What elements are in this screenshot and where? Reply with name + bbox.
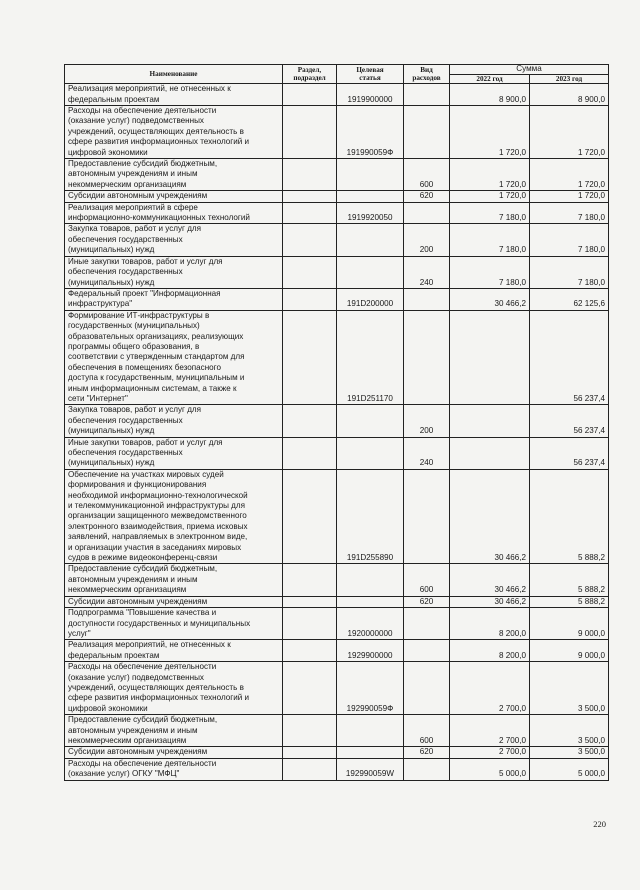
cell-2023: 3 500,0 [530,715,609,747]
cell-name: Расходы на обеспечение деятельности (оказание услуг) подведомственных учреждений, осуществляющих деятельность в сфере развития информационных технологий и цифровой экономики [65,662,283,715]
table-row [65,288,609,310]
table-row [65,437,609,469]
table-row [65,469,609,564]
cell-2023: 56 237,4 [530,437,609,469]
table-row [65,640,609,662]
cell-name: Расходы на обеспечение деятельности (оказание услуг) ОГКУ "МФЦ" [65,758,283,780]
cell-section [283,159,337,191]
cell-2022: 2 700,0 [450,747,530,758]
cell-target [337,564,404,596]
cell-kind: 600 [404,159,450,191]
cell-2022: 1 720,0 [450,159,530,191]
cell-2022: 7 180,0 [450,256,530,288]
cell-target [337,256,404,288]
cell-2022: 8 200,0 [450,608,530,640]
cell-2022: 7 180,0 [450,202,530,224]
cell-target: 191990059Ф [337,106,404,159]
cell-2023: 62 125,6 [530,288,609,310]
table-row [65,405,609,437]
table-header [65,65,609,84]
cell-target: 1920000000 [337,608,404,640]
cell-2023: 5 888,2 [530,564,609,596]
table-row [65,564,609,596]
cell-kind: 620 [404,191,450,202]
cell-2022 [450,437,530,469]
cell-kind [404,106,450,159]
table-row [65,596,609,607]
cell-kind: 620 [404,747,450,758]
cell-2022: 7 180,0 [450,224,530,256]
cell-2022: 30 466,2 [450,469,530,564]
cell-2023: 9 000,0 [530,608,609,640]
cell-2022: 8 900,0 [450,84,530,106]
cell-name: Формирование ИТ-инфраструктуры в государственных (муниципальных) образовательных организациях, реализующих программы общего образования, в соответствии с утвержденным стандартом для обеспечения в помещениях безопасного доступа к государственным, муниципальным и иным информационным системам, а также к сети "Интернет" [65,310,283,405]
cell-section [283,288,337,310]
cell-section [283,715,337,747]
cell-2022: 5 000,0 [450,758,530,780]
cell-2022: 1 720,0 [450,191,530,202]
cell-name: Иные закупки товаров, работ и услуг для обеспечения государственных (муниципальных) нужд [65,437,283,469]
cell-name: Закупка товаров, работ и услуг для обеспечения государственных (муниципальных) нужд [65,224,283,256]
table-row [65,608,609,640]
cell-2023: 1 720,0 [530,106,609,159]
cell-2023: 5 888,2 [530,596,609,607]
cell-target: 191D255890 [337,469,404,564]
cell-target: 191D251170 [337,310,404,405]
cell-target: 1919900000 [337,84,404,106]
cell-name: Субсидии автономным учреждениям [65,191,283,202]
header-kind: Вид расходов [404,65,450,84]
cell-kind [404,608,450,640]
cell-name: Реализация мероприятий, не отнесенных к федеральным проектам [65,84,283,106]
cell-target [337,747,404,758]
table-row [65,715,609,747]
cell-kind: 600 [404,715,450,747]
table-row [65,747,609,758]
cell-kind: 600 [404,564,450,596]
cell-section [283,596,337,607]
cell-target [337,596,404,607]
cell-kind: 620 [404,596,450,607]
page-number: 220 [593,819,606,829]
cell-kind [404,202,450,224]
cell-2023: 9 000,0 [530,640,609,662]
cell-2023: 56 237,4 [530,405,609,437]
cell-kind: 240 [404,437,450,469]
cell-target: 192990059Ф [337,662,404,715]
cell-2022: 30 466,2 [450,596,530,607]
cell-section [283,758,337,780]
cell-2022: 2 700,0 [450,715,530,747]
cell-target: 1919920050 [337,202,404,224]
cell-2023: 7 180,0 [530,224,609,256]
cell-kind [404,758,450,780]
cell-2023: 8 900,0 [530,84,609,106]
cell-section [283,662,337,715]
cell-2023: 1 720,0 [530,159,609,191]
cell-section [283,564,337,596]
cell-kind [404,84,450,106]
cell-kind [404,288,450,310]
cell-2023: 7 180,0 [530,256,609,288]
cell-2022: 30 466,2 [450,288,530,310]
cell-name: Обеспечение на участках мировых судей формирования и функционирования необходимой информационно-технологической и телекоммуникационной инфраструктуры для организации защищенного межведомственного электронного взаимодействия, приема исковых заявлений, направляемых в электронном виде, и организации участия в заседаниях мировых судов в режиме видеоконференц-связи [65,469,283,564]
table-row [65,84,609,106]
cell-target [337,191,404,202]
header-year-2023: 2023 год [530,74,609,84]
cell-2023: 7 180,0 [530,202,609,224]
cell-name: Подпрограмма "Повышение качества и доступности государственных и муниципальных услуг" [65,608,283,640]
cell-2023: 1 720,0 [530,191,609,202]
table-row [65,256,609,288]
cell-section [283,405,337,437]
cell-2022 [450,405,530,437]
cell-2022 [450,310,530,405]
cell-name: Предоставление субсидий бюджетным, автономным учреждениям и иным некоммерческим организациям [65,564,283,596]
cell-section [283,747,337,758]
cell-2022: 8 200,0 [450,640,530,662]
table-row [65,191,609,202]
cell-2023: 56 237,4 [530,310,609,405]
cell-target [337,405,404,437]
cell-kind: 200 [404,405,450,437]
table-row [65,106,609,159]
cell-section [283,640,337,662]
table-body [65,84,609,780]
cell-name: Реализация мероприятий, не отнесенных к федеральным проектам [65,640,283,662]
cell-section [283,202,337,224]
cell-section [283,608,337,640]
cell-name: Предоставление субсидий бюджетным, автономным учреждениям и иным некоммерческим организациям [65,159,283,191]
cell-name: Иные закупки товаров, работ и услуг для обеспечения государственных (муниципальных) нужд [65,256,283,288]
table-row [65,159,609,191]
header-section: Раздел, подраздел [283,65,337,84]
table-row [65,310,609,405]
header-target: Целевая статья [337,65,404,84]
cell-kind [404,469,450,564]
cell-section [283,256,337,288]
cell-section [283,224,337,256]
cell-name: Субсидии автономным учреждениям [65,747,283,758]
cell-name: Расходы на обеспечение деятельности (оказание услуг) подведомственных учреждений, осуществляющих деятельность в сфере развития информационных технологий и цифровой экономики [65,106,283,159]
cell-name: Закупка товаров, работ и услуг для обеспечения государственных (муниципальных) нужд [65,405,283,437]
table-row [65,758,609,780]
cell-target: 191D200000 [337,288,404,310]
cell-kind: 240 [404,256,450,288]
table-row [65,662,609,715]
cell-target: 192990059W [337,758,404,780]
cell-section [283,191,337,202]
cell-section [283,106,337,159]
cell-2023: 3 500,0 [530,747,609,758]
header-name: Наименование [65,65,283,84]
cell-target: 1929900000 [337,640,404,662]
cell-2022: 30 466,2 [450,564,530,596]
table-row [65,202,609,224]
cell-section [283,437,337,469]
cell-name: Реализация мероприятий в сфере информационно-коммуникационных технологий [65,202,283,224]
cell-section [283,84,337,106]
cell-2023: 5 888,2 [530,469,609,564]
table-row [65,224,609,256]
cell-2022: 1 720,0 [450,106,530,159]
cell-section [283,310,337,405]
cell-name: Субсидии автономным учреждениям [65,596,283,607]
cell-target [337,224,404,256]
cell-name: Предоставление субсидий бюджетным, автономным учреждениям и иным некоммерческим организациям [65,715,283,747]
header-sum: Сумма [450,65,609,75]
cell-kind [404,640,450,662]
cell-target [337,437,404,469]
header-year-2022: 2022 год [450,74,530,84]
cell-target [337,159,404,191]
budget-table [64,64,609,781]
cell-2023: 3 500,0 [530,662,609,715]
cell-kind [404,662,450,715]
cell-2022: 2 700,0 [450,662,530,715]
cell-2023: 5 000,0 [530,758,609,780]
cell-target [337,715,404,747]
cell-kind: 200 [404,224,450,256]
cell-section [283,469,337,564]
cell-name: Федеральный проект "Информационная инфраструктура" [65,288,283,310]
cell-kind [404,310,450,405]
